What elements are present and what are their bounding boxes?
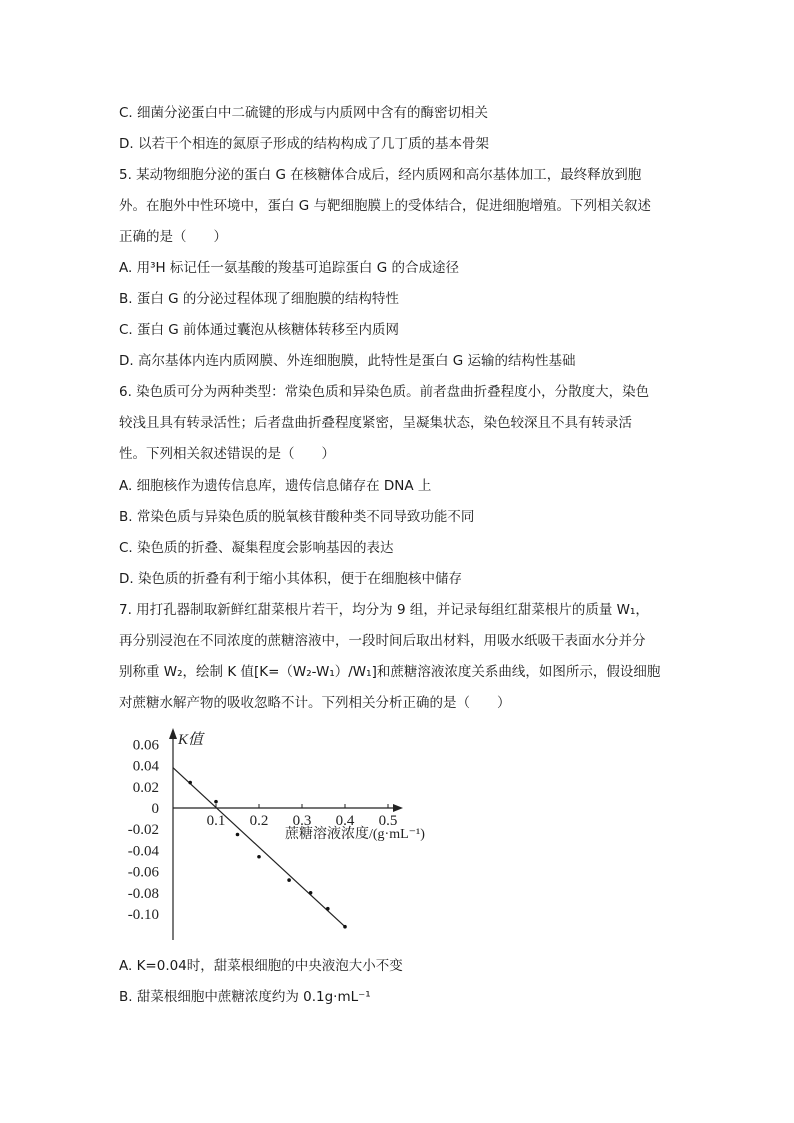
q7-stem-1: 7. 用打孔器制取新鲜红甜菜根片若干，均分为 9 组，并记录每组红甜菜根片的质量 W₁， [119,602,649,618]
y-tick-label: 0.06 [132,737,159,754]
data-point [343,925,347,929]
q5-stem-3: 正确的是（ ） [119,229,227,245]
q6-option-a: A. 细胞核作为遗传信息库，遗传信息储存在 DNA 上 [119,478,432,494]
data-point [236,833,240,837]
q5-option-a: A. 用³H 标记任一氨基酸的羧基可追踪蛋白 G 的合成途径 [119,260,459,276]
data-point [188,781,192,785]
q5-option-c: C. 蛋白 G 前体通过囊泡从核糖体转移至内质网 [119,322,400,338]
q5-option-d: D. 高尔基体内连内质网膜、外连细胞膜，此特性是蛋白 G 运输的结构性基础 [119,353,576,369]
y-tick-label: -0.10 [127,907,159,923]
q6-option-c: C. 染色质的折叠、凝集程度会影响基因的表达 [119,540,394,556]
data-point [257,855,261,859]
q5-stem-2: 外。在胞外中性环境中，蛋白 G 与靶细胞膜上的受体结合，促进细胞增殖。下列相关叙述 [119,198,652,214]
data-point [287,878,291,882]
y-axis-label: K值 [178,732,204,748]
y-axis-arrow [169,728,177,739]
q6-stem-2: 较浅且具有转录活性；后者盘曲折叠程度紧密，呈凝集状态，染色较深且不具有转录活 [119,415,632,431]
q5-stem-1: 5. 某动物细胞分泌的蛋白 G 在核糖体合成后，经内质网和高尔基体加工，最终释放到胞 [119,167,642,183]
y-tick-label: 0.04 [132,758,159,775]
x-axis-arrow [393,804,403,812]
option-d-prev: D. 以若干个相连的氮原子形成的结构构成了几丁质的基本骨架 [119,136,489,152]
q7-stem-4: 对蔗糖水解产物的吸收忽略不计。下列相关分析正确的是（ ） [119,695,511,711]
option-c-prev: C. 细菌分泌蛋白中二硫键的形成与内质网中含有的酶密切相关 [119,105,489,121]
q7-stem-3: 别称重 W₂，绘制 K 值[K=（W₂-W₁）/W₁]和蔗糖溶液浓度关系曲线，如图所示，假设细胞 [119,664,661,680]
q6-option-b: B. 常染色质与异染色质的脱氧核苷酸种类不同导致功能不同 [119,509,475,525]
data-point [214,800,218,804]
q7-option-a: A. K=0.04时，甜菜根细胞的中央液泡大小不变 [119,958,403,974]
q6-stem-3: 性。下列相关叙述错误的是（ ） [119,446,335,462]
q5-option-b: B. 蛋白 G 的分泌过程体现了细胞膜的结构特性 [119,291,399,307]
y-tick-label: 0 [151,801,159,817]
data-point [309,891,313,895]
y-tick-label: 0.02 [132,779,159,796]
y-tick-label: -0.04 [127,843,159,860]
q6-option-d: D. 染色质的折叠有利于缩小其体积，便于在细胞核中储存 [119,571,462,587]
x-axis-label: 蔗糖溶液浓度/(g·mL⁻¹) [285,827,425,842]
x-tick-label: 0.4 [335,813,355,829]
y-tick-label: -0.06 [127,864,159,881]
fit-line [173,768,345,927]
x-tick-label: 0.2 [249,813,269,829]
x-tick-label: 0.5 [378,813,398,829]
k-value-chart [110,725,460,950]
q7-stem-2: 再分别浸泡在不同浓度的蔗糖溶液中，一段时间后取出材料，用吸水纸吸干表面水分并分 [119,633,646,649]
x-tick-label: 0.1 [206,813,226,829]
q6-stem-1: 6. 染色质可分为两种类型：常染色质和异染色质。前者盘曲折叠程度小，分散度大，染色 [119,384,650,400]
y-tick-label: -0.08 [127,885,159,902]
fit-line-segment [173,768,345,927]
q7-option-b: B. 甜菜根细胞中蔗糖浓度约为 0.1g·mL⁻¹ [119,989,371,1005]
x-tick-label: 0.3 [292,813,312,829]
y-tick-label: -0.02 [127,822,159,839]
data-point [326,907,330,911]
